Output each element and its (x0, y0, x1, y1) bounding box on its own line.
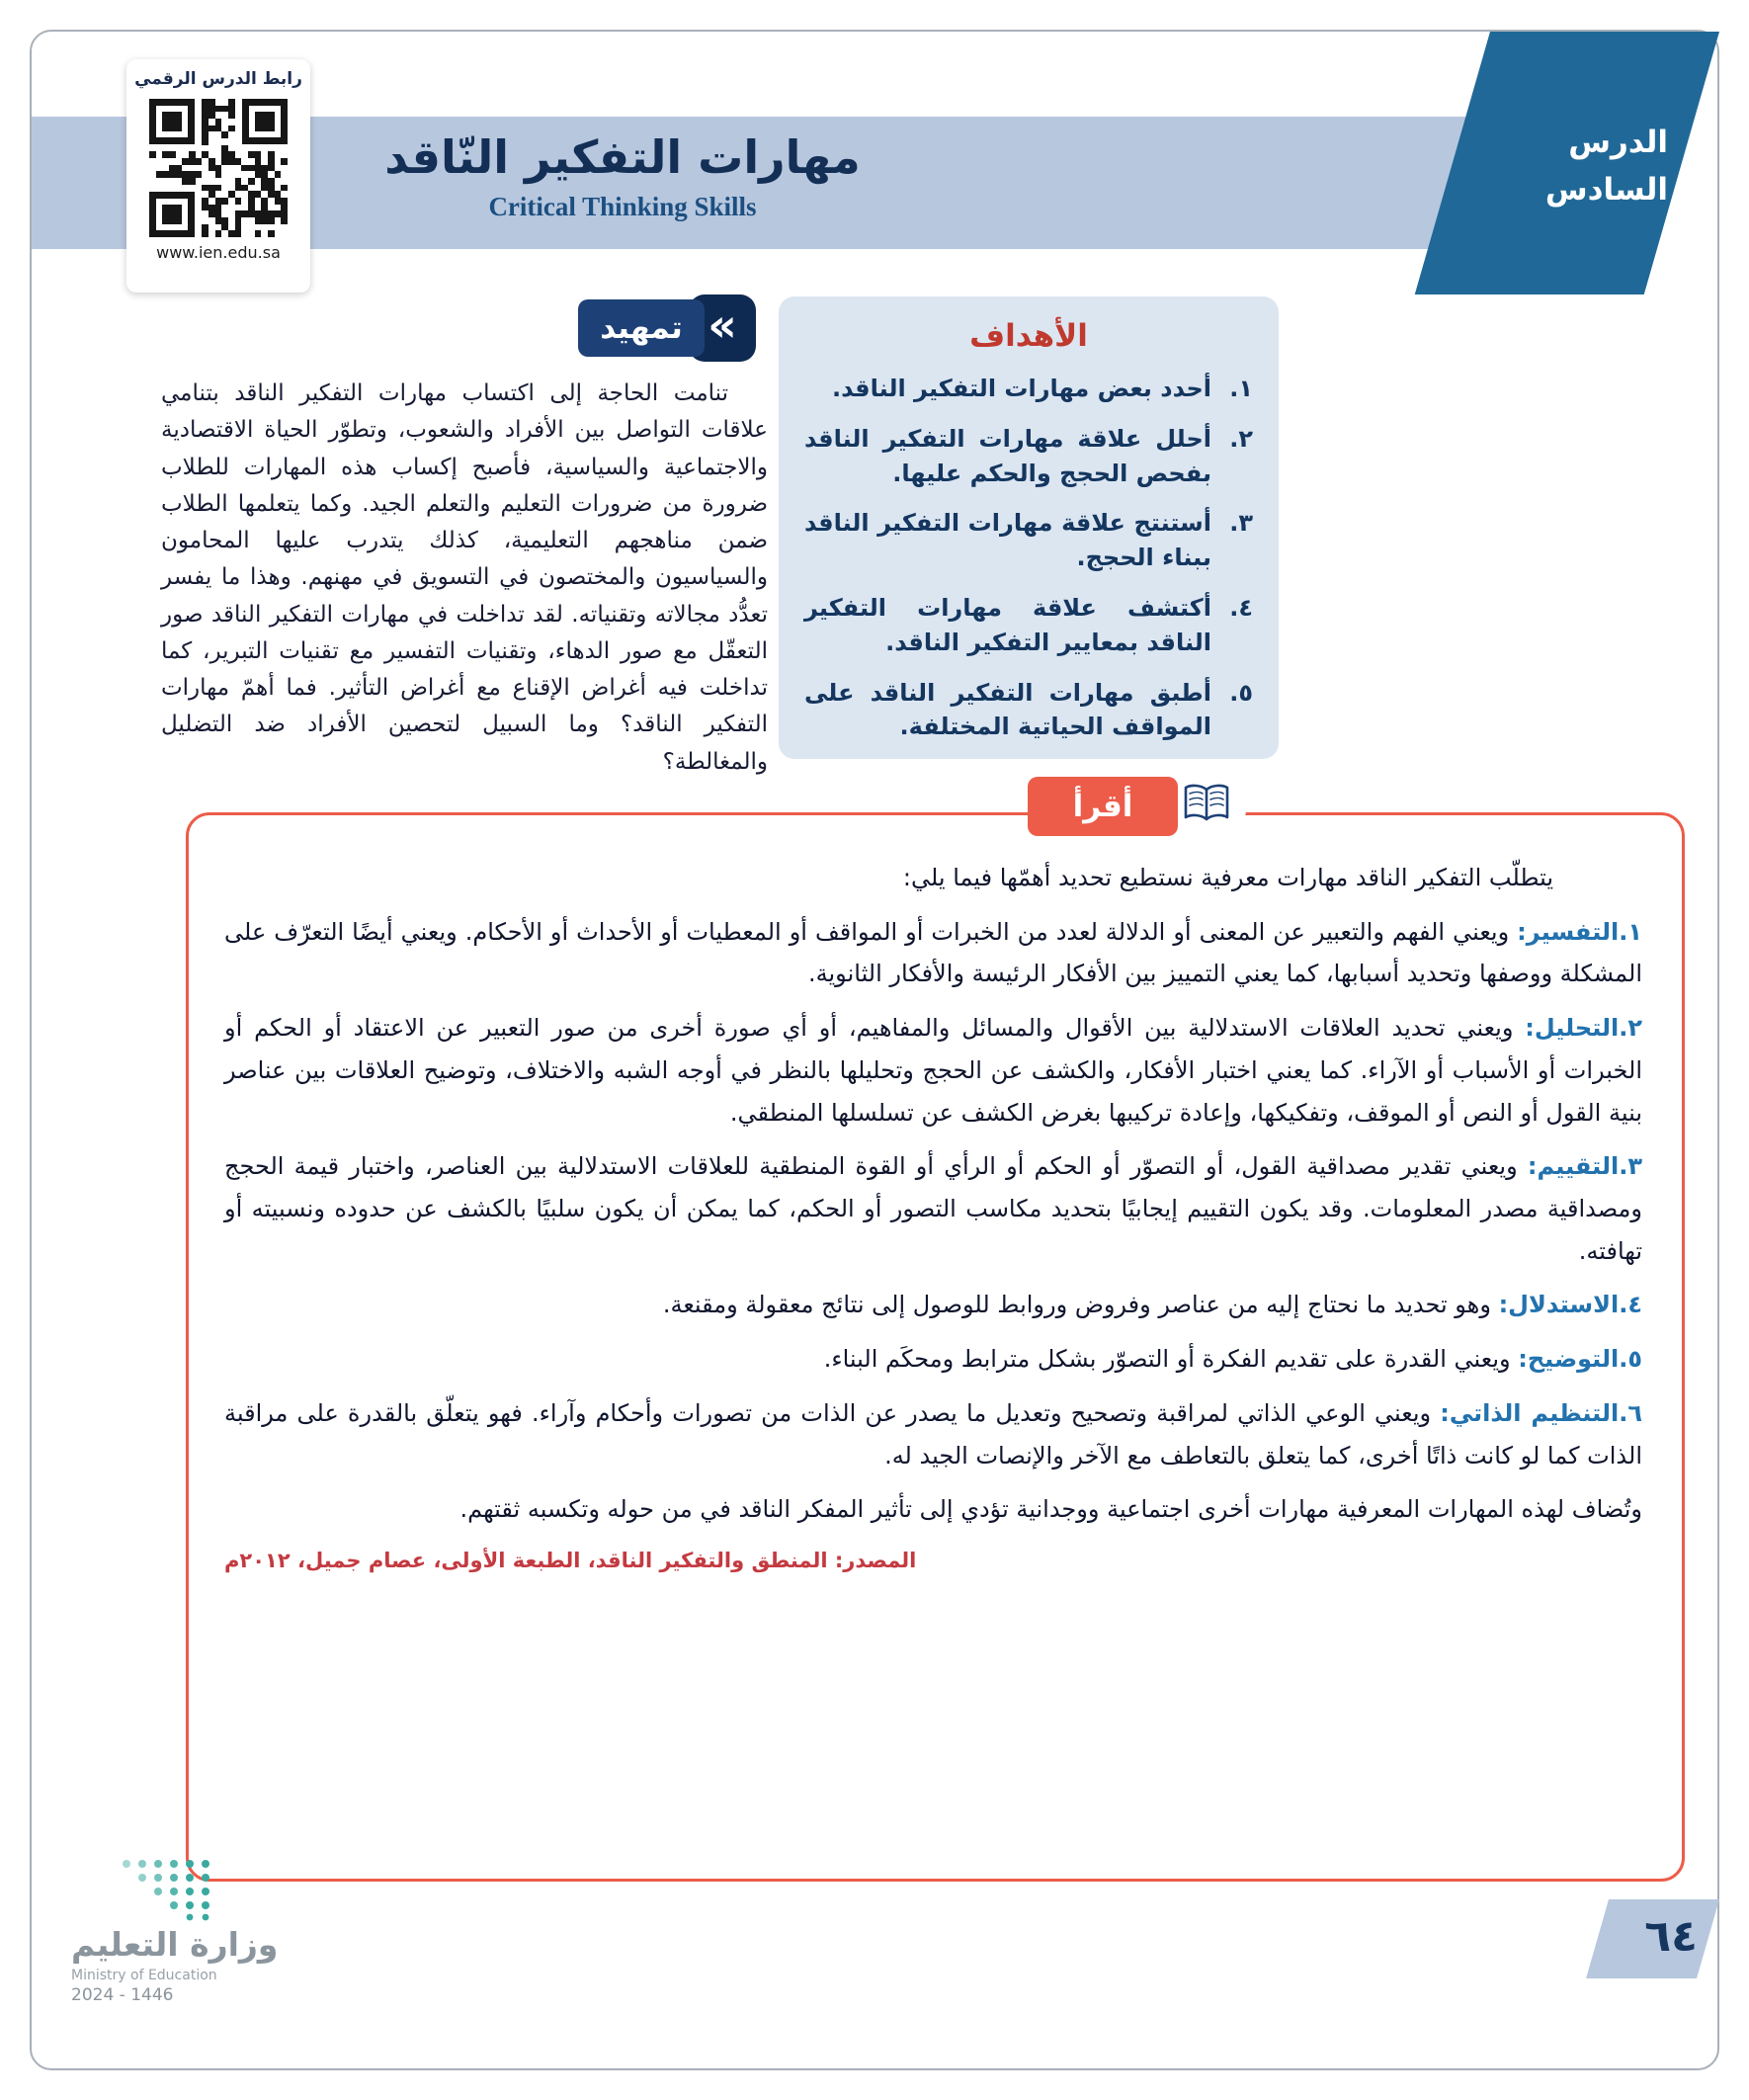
read-lead: يتطلّب التفكير الناقد مهارات معرفية نستطيع تحديد أهمّها فيما يلي: (902, 864, 1553, 891)
lesson-badge (1545, 119, 1668, 213)
objective-item (804, 422, 1253, 491)
page-number: ٦٤ (1644, 1911, 1698, 1962)
intro-badge-label: تمهيد (578, 299, 705, 357)
ministry-logo-arabic: وزارة التعليم (71, 1925, 279, 1964)
read-item-interpretation (224, 911, 1642, 995)
qr-card (126, 59, 310, 293)
lesson-badge-line1: الدرس (1568, 125, 1668, 160)
objective-item (804, 676, 1253, 745)
read-item-analysis (224, 1007, 1642, 1134)
objective-text: أكتشف علاقة مهارات التفكير الناقد بمعايير التفكير الناقد. (804, 593, 1211, 656)
objectives-card (779, 296, 1279, 759)
read-item-body: ويعني تحديد العلاقات الاستدلالية بين الأقوال والمسائل والمفاهيم، أو أي صورة أخرى من صور التعبير عن الاعتقاد أو الحكم أو الخبرات أو الأسباب أو الآراء. كما يعني اختبار الأفكار، والكشف عن الحجج وتحليلها بالنظر في أوجه الشبه والاختلاف، وتوضيح العلاقات بين عناصر بنية القول أو النص أو الموقف، وتفكيكها، وإعادة تركيبها بغرض الكشف عن تسلسلها المنطقي. (224, 1014, 1642, 1127)
read-item-body: ويعني تقدير مصداقية القول، أو التصوّر أو الحكم أو الرأي أو القوة المنطقية للعلاقات الاستدلالية بين العناصر، واختبار قيمة الحجج ومصداقية مصدر المعلومات. وقد يكون التقييم إيجابيًا بتحديد مكاسب التصور أو الحكم، كما يمكن أن يكون سلبيًا بالكشف عن حدوده ونسبيته أو تهافته. (224, 1152, 1642, 1265)
qr-url: www.ien.edu.sa (156, 243, 281, 262)
qr-finder-icon (242, 99, 288, 144)
objective-text: أحلل علاقة مهارات التفكير الناقد بفحص الحجج والحكم عليها. (804, 424, 1211, 487)
read-item-body: ويعني الوعي الذاتي لمراقبة وتصحيح وتعديل ما يصدر عن الذات من تصورات وأحكام وآراء. فهو يتعلّق بالقدرة على مراقبة الذات كما لو كانت ذاتًا أخرى، كما يتعلق بالتعاطف مع الآخر والإنصات الجيد له. (224, 1398, 1642, 1470)
objective-number: ٤. (1229, 593, 1253, 622)
read-source: المصدر: المنطق والتفكير الناقد، الطبعة الأولى، عصام جميل، ٢٠١٢م (224, 1549, 917, 1573)
intro-paragraph: تنامت الحاجة إلى اكتساب مهارات التفكير الناقد بتنامي علاقات التواصل بين الأفراد والشعوب، وتطوّر الحياة الاقتصادية والاجتماعية والسياسية، فأصبح إكساب هذه المهارات للطلاب ضرورة من ضرورات التعليم والتعلم الجيد. وكما يتعلمها الطلاب ضمن مناهجهم التعليمية، كذلك يتدرب عليها المحامون والسياسيون والمختصون في التسويق في مهنهم. وهذا ما يفسر تعدُّد مجالاته وتقنياته. لقد تداخلت في مهارات التفكير الناقد صور التعقّل مع صور الدهاء، وتقنيات التفسير مع تقنيات التبرير، كما تداخلت فيه أغراض الإقناع مع أغراض التأثير. فما أهمّ مهارات التفكير الناقد؟ وما السبيل لتحصين الأفراد ضد التضليل والمغالطة؟ (161, 380, 768, 775)
ministry-years: 2024 - 1446 (71, 1985, 174, 2005)
read-item-body: وهو تحديد ما نحتاج إليه من عناصر وفروض وروابط للوصول إلى نتائج معقولة ومقنعة. (662, 1291, 1491, 1319)
qr-finder-icon (149, 99, 195, 144)
qr-code (149, 99, 288, 237)
lesson-badge-line2: السادس (1544, 172, 1668, 209)
read-item-label: ٥.التوضيح: (1518, 1345, 1642, 1374)
objective-number: ١. (1229, 375, 1253, 402)
page-title-block (326, 130, 919, 222)
read-box (186, 812, 1685, 1882)
double-chevron-icon: « (689, 294, 756, 362)
read-item-label: ٤.الاستدلال: (1498, 1291, 1642, 1319)
read-item-label: ١.التفسير: (1517, 917, 1642, 946)
objective-number: ٥. (1229, 678, 1253, 707)
qr-label: رابط الدرس الرقمي (134, 69, 302, 89)
book-icon (1166, 763, 1247, 844)
ministry-logo-english: Ministry of Education (71, 1968, 217, 1983)
read-badge: أقرأ (1028, 777, 1178, 836)
objective-item (804, 506, 1253, 575)
objective-number: ٣. (1229, 509, 1253, 538)
read-item-inference (224, 1284, 1642, 1326)
objective-number: ٢. (1229, 424, 1253, 453)
intro-badge (578, 298, 737, 357)
read-item-label: ٢.التحليل: (1525, 1014, 1642, 1043)
qr-finder-icon (149, 192, 195, 237)
objectives-title: الأهداف (969, 318, 1088, 354)
dots-decoration-icon (119, 1856, 227, 1925)
read-closing: وتُضاف لهذه المهارات المعرفية مهارات أخرى اجتماعية ووجدانية تؤدي إلى تأثير المفكر الناقد في من حوله وتكسبه ثقتهم. (459, 1495, 1642, 1524)
read-item-evaluation (224, 1145, 1642, 1272)
page-title: مهارات التفكير النّاقد (384, 130, 861, 184)
read-item-self-regulation (224, 1392, 1642, 1476)
read-item-explanation (224, 1338, 1642, 1381)
objective-text: أحدد بعض مهارات التفكير الناقد. (831, 375, 1211, 402)
read-item-label: ٦.التنظيم الذاتي: (1440, 1398, 1642, 1427)
objective-item (804, 591, 1253, 660)
read-item-body: ويعني الفهم والتعبير عن المعنى أو الدلالة لعدد من الخبرات أو المواقف أو المعطيات أو الأحداث أو الأحكام. ويعني أيضًا التعرّف على المشكلة ووصفها وتحديد أسبابها، كما يعني التمييز بين الأفكار الرئيسة والأفكار الثانوية. (224, 917, 1642, 988)
read-item-label: ٣.التقييم: (1527, 1152, 1642, 1181)
page-subtitle: Critical Thinking Skills (488, 192, 757, 221)
objective-text: أطبق مهارات التفكير الناقد على المواقف الحياتية المختلفة. (804, 678, 1211, 741)
objective-item (804, 372, 1253, 406)
objective-text: أستنتج علاقة مهارات التفكير الناقد ببناء الحجج. (804, 509, 1211, 572)
ministry-logo (71, 1925, 278, 2005)
read-item-body: ويعني القدرة على تقديم الفكرة أو التصوّر بشكل مترابط ومحكَم البناء. (823, 1345, 1511, 1374)
